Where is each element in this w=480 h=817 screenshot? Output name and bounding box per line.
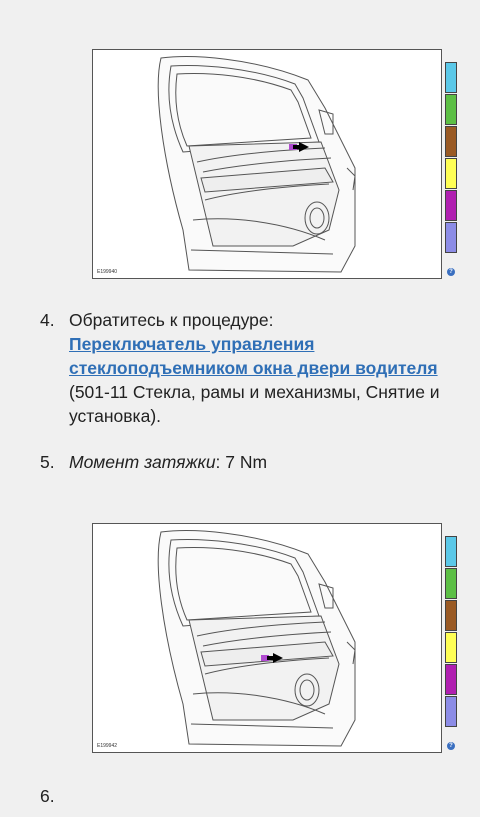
color-swatch <box>445 632 457 663</box>
figure-code: E199940 <box>97 269 118 275</box>
torque-label: Момент затяжки <box>69 452 216 472</box>
color-swatch <box>445 664 457 695</box>
color-swatch <box>445 222 457 253</box>
door-figure-1 <box>92 49 442 279</box>
help-icon[interactable]: ? <box>447 268 455 276</box>
step-link-context: (501-11 Стекла, рамы и механизмы, Снятие и установка). <box>69 382 440 426</box>
color-swatch <box>445 158 457 189</box>
color-swatch <box>445 190 457 221</box>
step-number: 4. <box>40 310 55 330</box>
color-swatch <box>445 600 457 631</box>
color-swatch <box>445 62 457 93</box>
color-swatches-2 <box>445 536 457 728</box>
step-5 <box>40 450 450 474</box>
step-number: 5. <box>40 452 55 472</box>
procedure-link[interactable]: Переключатель управления стеклоподъемником окна двери водителя <box>69 334 438 378</box>
color-swatch <box>445 536 457 567</box>
door-figure-2 <box>92 523 442 753</box>
color-swatch <box>445 568 457 599</box>
color-swatch <box>445 94 457 125</box>
step-intro: Обратитесь к процедуре: <box>69 310 274 330</box>
help-icon[interactable]: ? <box>447 742 455 750</box>
door-illustration-2 <box>93 524 441 752</box>
door-illustration-1 <box>93 50 441 278</box>
step-4 <box>40 308 450 428</box>
color-swatch <box>445 126 457 157</box>
color-swatch <box>445 696 457 727</box>
figure-code: E199942 <box>97 743 118 749</box>
step-number: 6. <box>40 786 55 806</box>
color-swatches-1 <box>445 62 457 254</box>
torque-value: : 7 Nm <box>215 452 268 472</box>
